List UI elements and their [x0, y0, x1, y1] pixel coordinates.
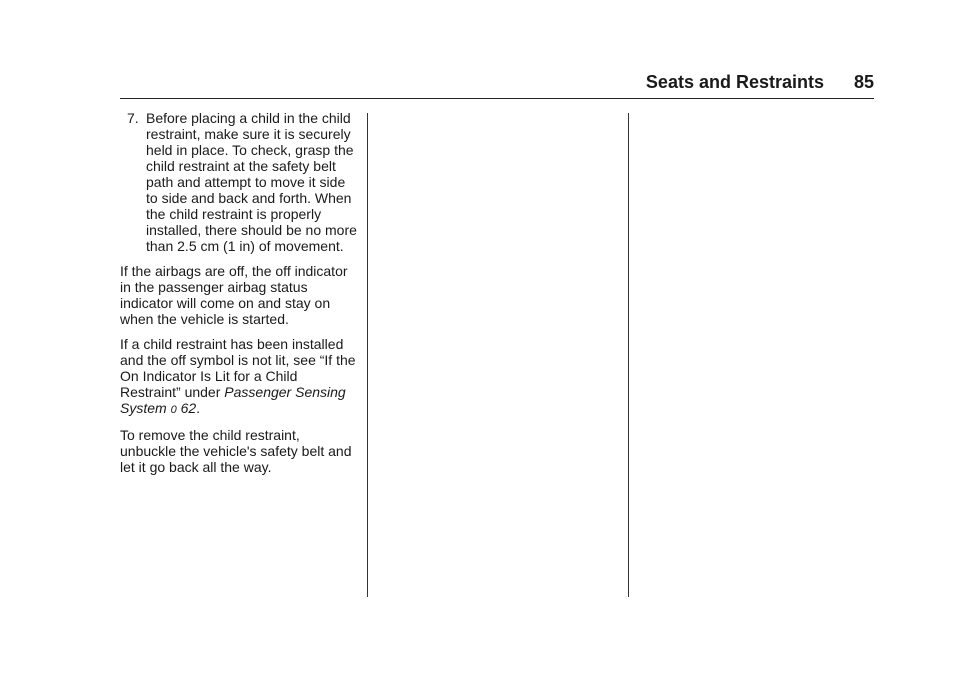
- step-number: 7.: [127, 110, 139, 126]
- column-divider-right: [628, 113, 629, 597]
- column-divider-left: [367, 113, 368, 597]
- step-item: [120, 110, 358, 254]
- step-text: Before placing a child in the child restraint, make sure it is securely held in place. To check, grasp the child restraint at the safety belt path and attempt to move it side to side and back and forth. When the child restraint is properly installed, there should be no more than 2.5 cm (1 in) of movement.: [146, 110, 357, 254]
- reference-title: Passenger Sensing System: [120, 384, 346, 416]
- paragraph-installed-text: If a child restraint has been installed and the off symbol is not lit, see “If the On Indicator Is Lit for a Child Restraint” under: [120, 336, 356, 400]
- text-column: [120, 110, 358, 484]
- paragraph-installed: [120, 336, 358, 418]
- paragraph-installed-end: .: [196, 400, 201, 416]
- page-number: 85: [853, 72, 874, 92]
- reference-page: 62: [180, 400, 197, 416]
- page-reference-icon: 0: [170, 404, 177, 416]
- page-header: [120, 72, 874, 99]
- section-title: Seats and Restraints: [645, 72, 824, 92]
- paragraph-remove: To remove the child restraint, unbuckle the vehicle's safety belt and let it go back all the way.: [120, 427, 352, 475]
- paragraph-airbags-off: If the airbags are off, the off indicator in the passenger airbag status indicator will come on and stay on when the vehicle is started.: [120, 263, 348, 327]
